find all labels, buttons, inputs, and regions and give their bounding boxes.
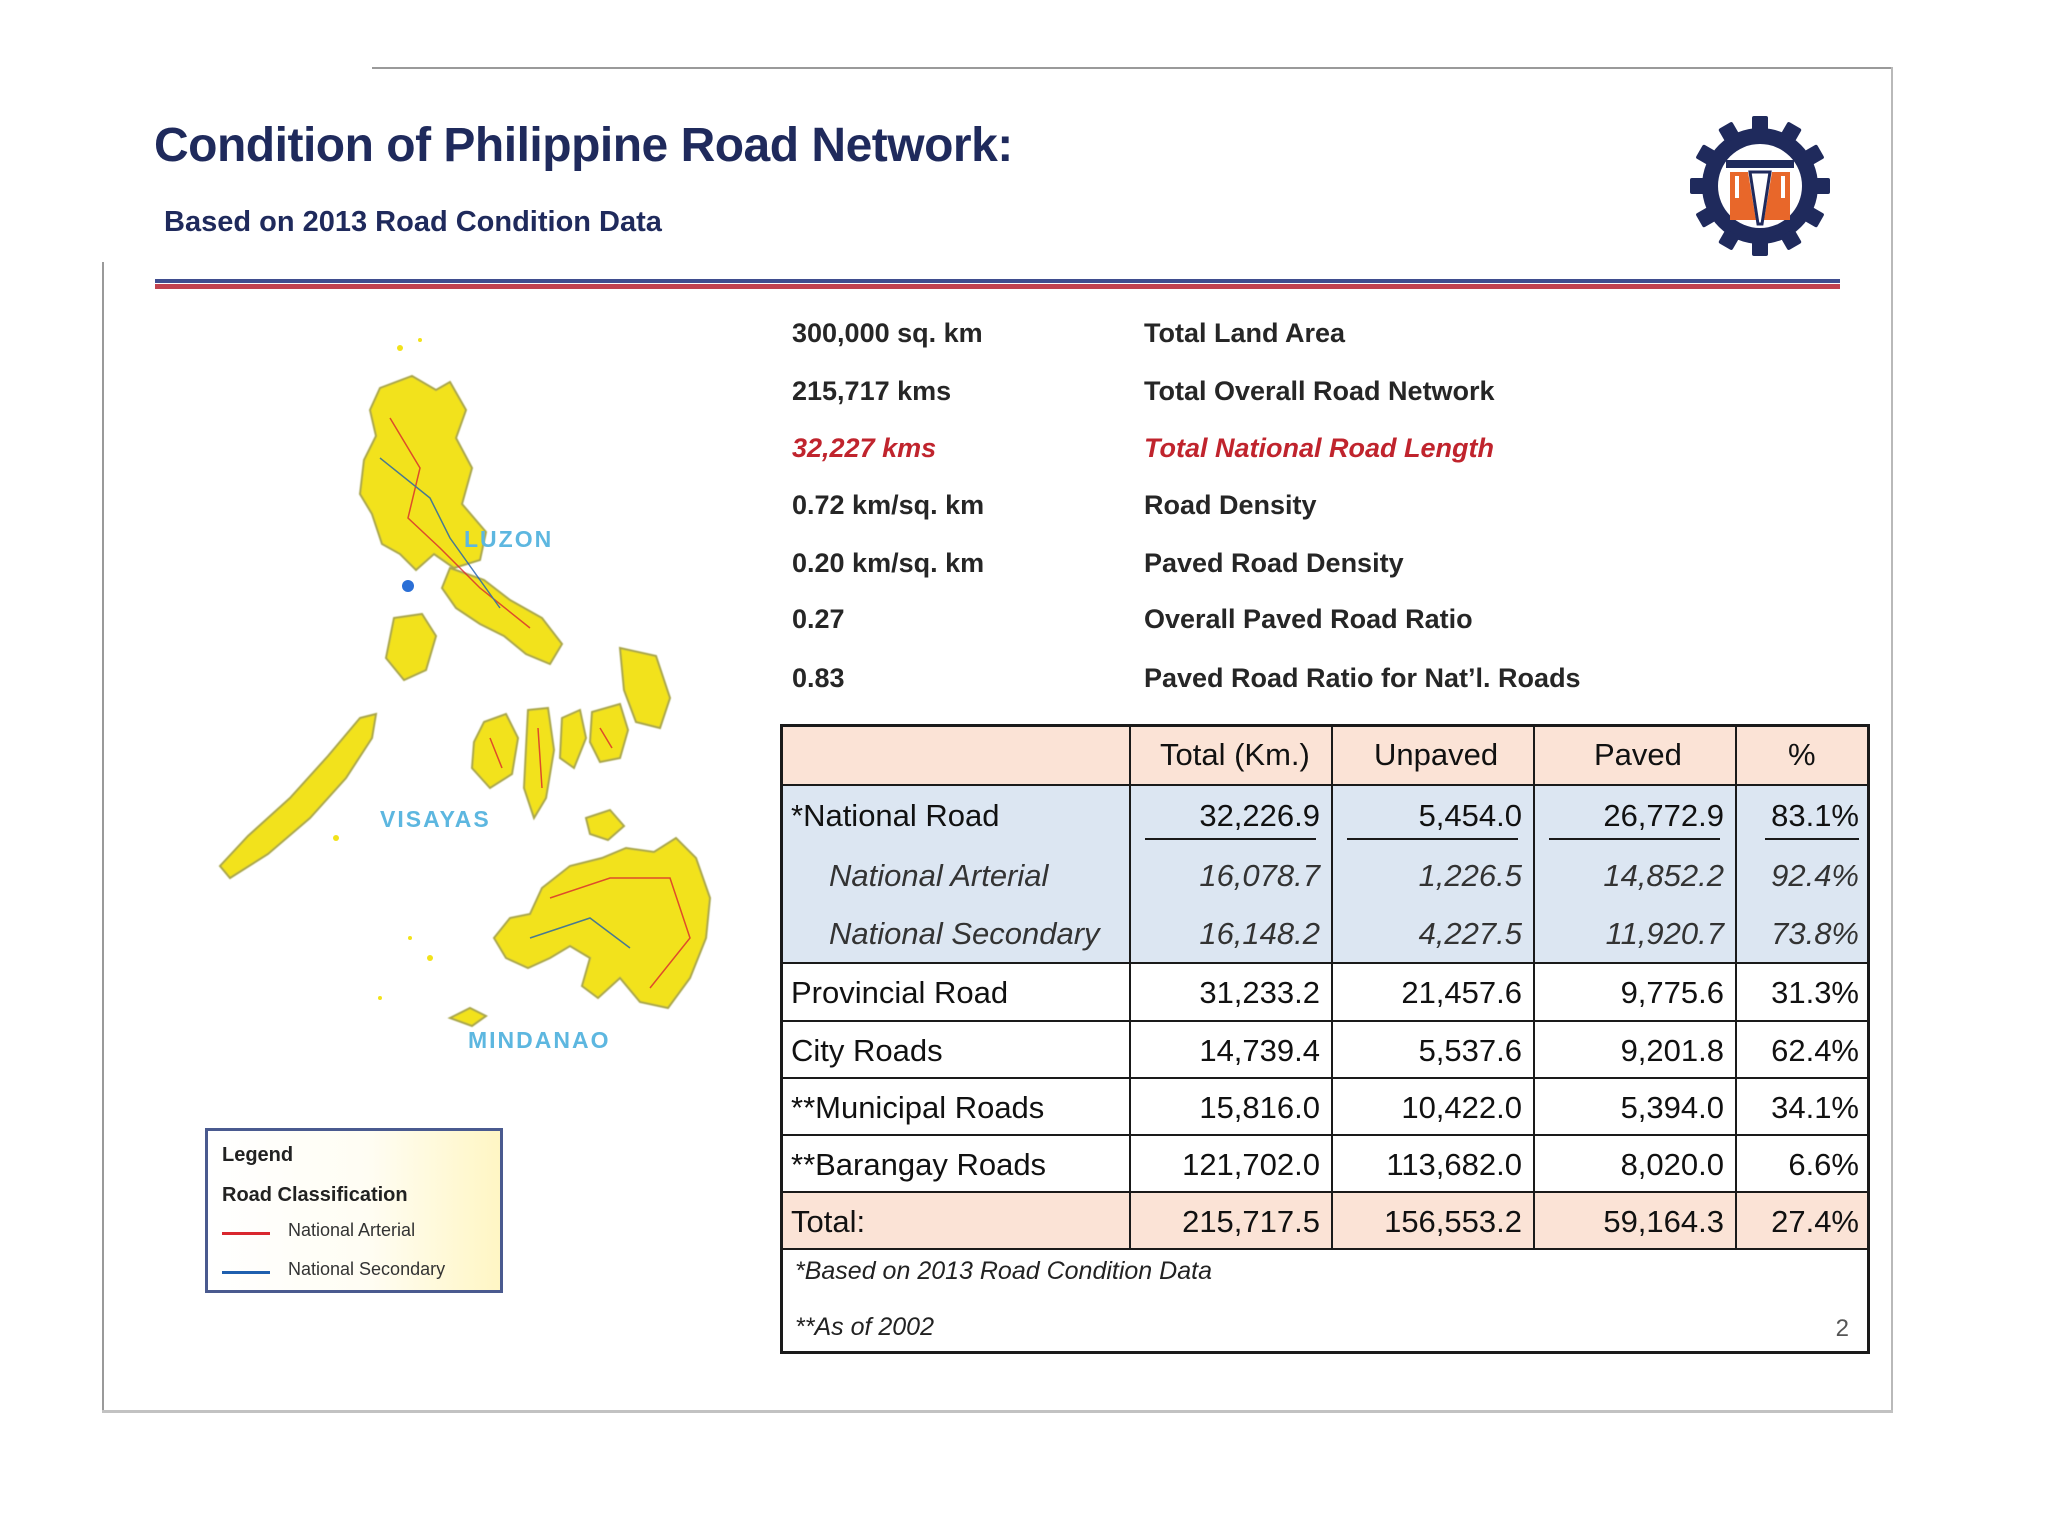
row-paved: 5,394.0 <box>1620 1090 1724 1125</box>
table-grid-line <box>1331 727 1333 1248</box>
row-paved: 9,775.6 <box>1620 975 1724 1010</box>
fact-row <box>792 318 1892 358</box>
table-grid-line <box>783 1248 1867 1250</box>
row-pct: 62.4% <box>1771 1033 1859 1068</box>
table-grid-line <box>1533 727 1535 1248</box>
table-row <box>783 1022 1867 1077</box>
table-header-cell: % <box>1788 737 1816 772</box>
fact-value: 32,227 kms <box>792 433 937 463</box>
fact-label: Road Density <box>1144 490 1317 520</box>
row-total: 121,702.0 <box>1182 1147 1320 1182</box>
table-grid-line <box>1129 727 1131 1248</box>
row-unpaved: 5,454.0 <box>1418 798 1522 833</box>
row-name: **Barangay Roads <box>791 1147 1047 1182</box>
fact-label: Paved Road Density <box>1144 548 1404 578</box>
fact-row <box>792 548 1892 588</box>
table-row <box>783 786 1867 846</box>
slide-subtitle: Based on 2013 Road Condition Data <box>164 206 662 238</box>
table-grid-line <box>783 784 1867 786</box>
row-total: 15,816.0 <box>1199 1090 1320 1125</box>
road-network-table <box>780 724 1870 1354</box>
title-rule-blue <box>155 279 1840 283</box>
table-row <box>783 904 1867 962</box>
row-total: 16,148.2 <box>1199 916 1320 951</box>
legend-title: Legend <box>222 1144 294 1166</box>
fact-label: Total Land Area <box>1144 318 1346 348</box>
table-grid-line <box>783 1077 1867 1079</box>
row-unpaved: 21,457.6 <box>1401 975 1522 1010</box>
fact-row-highlight <box>792 433 1892 473</box>
row-name: Provincial Road <box>791 975 1009 1010</box>
row-name: City Roads <box>791 1033 943 1068</box>
legend-label-arterial: National Arterial <box>288 1220 416 1240</box>
table-grid-line <box>783 1191 1867 1193</box>
legend-line-arterial <box>222 1232 270 1235</box>
legend-label-secondary: National Secondary <box>288 1259 446 1279</box>
table-row <box>783 1079 1867 1134</box>
fact-value: 0.27 <box>792 604 845 634</box>
row-unpaved: 113,682.0 <box>1386 1147 1522 1182</box>
slide-frame-left <box>102 262 104 1412</box>
row-paved: 59,164.3 <box>1603 1204 1724 1239</box>
map-legend <box>205 1128 503 1293</box>
philippines-map <box>150 318 760 1088</box>
map-label-visayas: VISAYAS <box>380 806 491 832</box>
row-pct: 27.4% <box>1771 1204 1859 1239</box>
row-unpaved: 1,226.5 <box>1418 858 1522 893</box>
page-number: 2 <box>1835 1315 1849 1342</box>
row-pct: 6.6% <box>1788 1147 1859 1182</box>
table-note: *Based on 2013 Road Condition Data <box>795 1257 1212 1285</box>
row-total: 32,226.9 <box>1199 798 1320 833</box>
table-header-cell: Total (Km.) <box>1160 737 1310 772</box>
fact-label: Overall Paved Road Ratio <box>1144 604 1473 634</box>
row-paved: 8,020.0 <box>1620 1147 1724 1182</box>
legend-subtitle: Road Classification <box>222 1184 408 1206</box>
fact-label: Total National Road Length <box>1144 433 1494 463</box>
dpwh-logo-icon <box>1690 116 1830 256</box>
table-row <box>783 846 1867 904</box>
row-paved: 14,852.2 <box>1603 858 1724 893</box>
row-pct: 73.8% <box>1771 916 1859 951</box>
fact-row <box>792 490 1892 530</box>
subtotal-underline <box>1765 838 1859 840</box>
row-name: National Arterial <box>829 858 1049 893</box>
row-total: 31,233.2 <box>1199 975 1320 1010</box>
map-label-mindanao: MINDANAO <box>468 1027 611 1053</box>
fact-value: 300,000 sq. km <box>792 318 983 348</box>
slide-frame-top <box>372 67 1893 69</box>
table-header-cell: Paved <box>1594 737 1682 772</box>
table-grid-line <box>1735 727 1737 1248</box>
subtotal-underline <box>1347 838 1518 840</box>
row-name: National Secondary <box>829 916 1100 951</box>
subtotal-underline <box>1549 838 1720 840</box>
fact-value: 0.83 <box>792 663 845 693</box>
fact-label: Paved Road Ratio for Nat’l. Roads <box>1144 663 1581 693</box>
row-total: 215,717.5 <box>1182 1204 1320 1239</box>
table-total-row <box>783 1193 1867 1248</box>
fact-row <box>792 663 1892 703</box>
table-grid-line <box>783 1020 1867 1022</box>
fact-value: 215,717 kms <box>792 376 952 406</box>
row-paved: 11,920.7 <box>1605 916 1724 951</box>
row-pct: 34.1% <box>1771 1090 1859 1125</box>
fact-row <box>792 376 1892 416</box>
row-name: Total: <box>791 1204 866 1239</box>
row-pct: 31.3% <box>1771 975 1859 1010</box>
row-unpaved: 156,553.2 <box>1384 1204 1522 1239</box>
table-note: **As of 2002 <box>795 1313 934 1341</box>
slide-frame-bottom <box>102 1410 1893 1413</box>
fact-value: 0.72 km/sq. km <box>792 490 985 520</box>
row-unpaved: 5,537.6 <box>1418 1033 1522 1068</box>
row-unpaved: 10,422.0 <box>1401 1090 1522 1125</box>
row-pct: 83.1% <box>1771 798 1859 833</box>
fact-value: 0.20 km/sq. km <box>792 548 985 578</box>
row-paved: 9,201.8 <box>1620 1033 1724 1068</box>
legend-line-secondary <box>222 1271 270 1274</box>
row-unpaved: 4,227.5 <box>1418 916 1522 951</box>
map-label-luzon: LUZON <box>464 526 554 552</box>
table-header-cell: Unpaved <box>1374 737 1499 772</box>
slide-frame-right <box>1891 67 1893 1412</box>
table-header-row <box>783 727 1867 784</box>
subtotal-underline <box>1145 838 1316 840</box>
slide-title: Condition of Philippine Road Network: <box>154 119 1013 172</box>
table-row <box>783 964 1867 1020</box>
row-name: *National Road <box>791 798 1000 833</box>
row-pct: 92.4% <box>1771 858 1859 893</box>
table-grid-line <box>783 1134 1867 1136</box>
fact-label: Total Overall Road Network <box>1144 376 1495 406</box>
row-total: 16,078.7 <box>1199 858 1320 893</box>
title-rule-red <box>155 284 1840 289</box>
row-paved: 26,772.9 <box>1603 798 1724 833</box>
table-grid-line <box>783 962 1867 964</box>
table-row <box>783 1136 1867 1191</box>
row-total: 14,739.4 <box>1199 1033 1320 1068</box>
fact-row <box>792 604 1892 644</box>
row-name: **Municipal Roads <box>791 1090 1045 1125</box>
